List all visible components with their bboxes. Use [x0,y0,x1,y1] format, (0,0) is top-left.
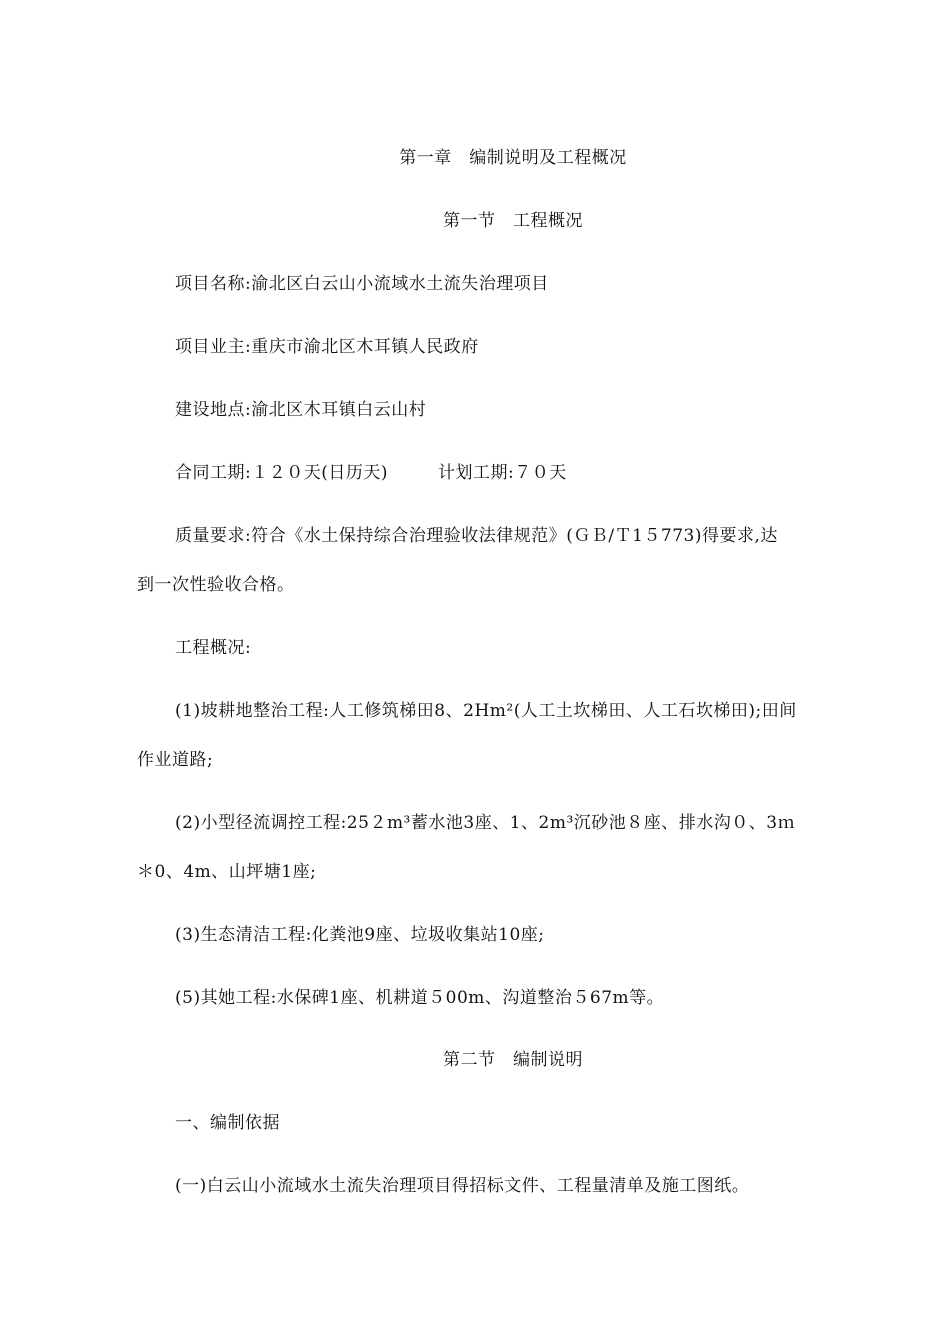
item-5: (5)其她工程:水保碑1座、机耕道５00m、沟道整治５67m等。 [175,988,665,1008]
chapter-title: 第一章 编制说明及工程概况 [399,148,627,168]
quality-requirement-line2: 到一次性验收合格。 [137,575,295,595]
item-1-line1: (1)坡耕地整治工程:人工修筑梯田8、2Hm²(人工土坎梯田、人工石坎梯田);田间 [175,701,797,721]
item-2-line2: ＊0、4m、山坪塘1座; [137,862,317,882]
section-title-overview: 第一节 工程概况 [443,211,583,231]
item-3: (3)生态清洁工程:化粪池9座、垃圾收集站10座; [175,925,545,945]
construction-location: 建设地点:渝北区木耳镇白云山村 [175,400,427,420]
quality-requirement-line1: 质量要求:符合《水土保持综合治理验收法律规范》(ＧＢ/Ｔ1５773)得要求,达 [175,526,778,546]
basis-heading: 一、编制依据 [175,1113,280,1133]
basis-item-1: (一)白云山小流域水土流失治理项目得招标文件、工程量清单及施工图纸。 [175,1176,750,1196]
project-owner: 项目业主:重庆市渝北区木耳镇人民政府 [175,337,479,357]
item-1-line2: 作业道路; [137,750,214,770]
contract-period: 合同工期:１２０天(日历天) [175,463,388,483]
section-title-preparation: 第二节 编制说明 [443,1050,583,1070]
project-name: 项目名称:渝北区白云山小流域水土流失治理项目 [175,274,549,294]
period-line [175,462,567,484]
item-2-line1: (2)小型径流调控工程:25２m³蓄水池3座、1、2m³沉砂池８座、排水沟０、3ｍ [175,813,796,833]
overview-label: 工程概况: [175,638,252,658]
plan-period: 计划工期:７０天 [438,463,567,483]
